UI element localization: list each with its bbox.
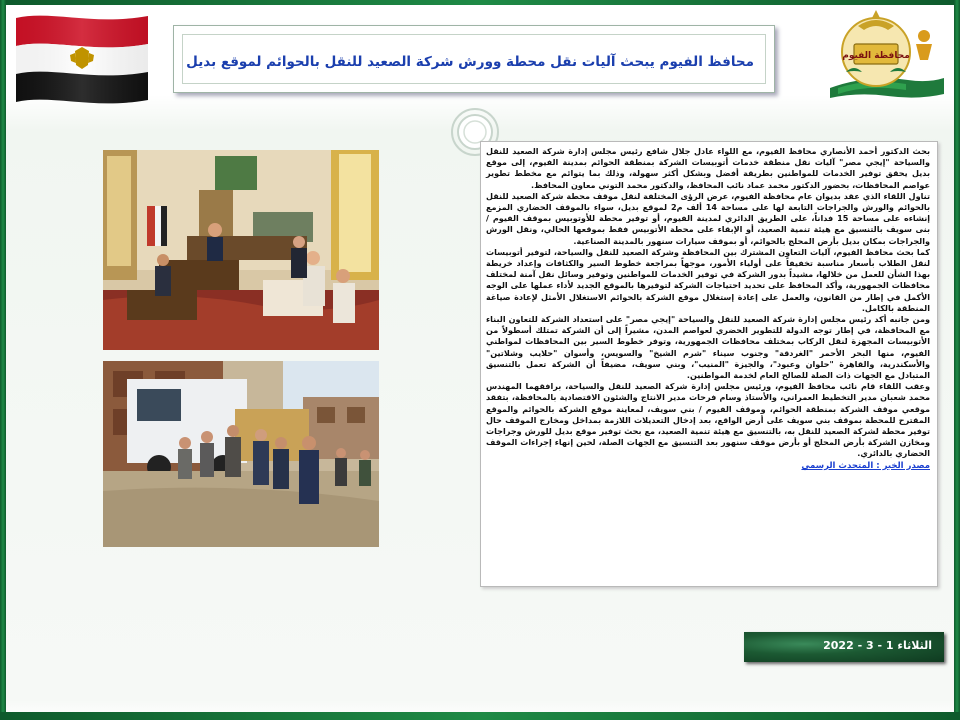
article-paragraph: وعقب اللقاء قام نائب محافظ الفيوم، ورئيس مجلس إدارة شركة الصعيد للنقل والسياحة، برافقهما المهندس محمد شعبان مدير التخطيط العمراني، والأستاذ وسام فرحات مدير الانتاج والشئون الاقتصادية بالمحافظة، بتفقد موقعي موقف الشركة بمنطقة الحوائم، وموقف الفيوم / بني سويف، لمعاينة موقع الشركة بالحوائم والموقع المقترح للمحطة بموقف بني سويف على أرض الواقع، بعد إدخال التعديلات اللازمة بمداخل ومخارج الموقف حال توفير محطة لشركة الصعيد للنقل به، بالتنسيق مع هيئة تنمية الصعيد، مع بحث توفير موقع بديل للورش وجراجات ومخازن الشركة بأرض المحلج أو بأرض موقف سنهور بعد التنسيق مع الجهات الصلة، لحين إنهاء إجراءات الموقف الحضاري بالدائري.	[486, 381, 930, 459]
right-border	[954, 0, 960, 720]
article-paragraph: ومن جانبه أكد رئيس مجلس إدارة شركة الصعيد للنقل والسياحة "إيجي مصر" على استعداد الشركة للتعاون البناء مع المحافظة، في إطار توجه الدولة للتطوير الحضري لعواصم المدن، مشيراً إلى أن الشركة تمتلك أسطولاً من الأتوبيسات المجهزة لنقل الركاب بمختلف محافظات الجمهورية، وتوفر خطوط السير بين المحافظات لمواطني الفيوم، منها البحر الأحمر "الغردقة" وجنوب سيناء "شرم الشيخ" والسويس، وأسوان "حلايب وشلاتين" والأسكندرية، والقاهرة "حلوان وعبود"، والجيزة "المنيب"، وبني سويف، مضيفاً أن الشركة تعمل بالتنسيق المتبادل مع الجهات ذات الصلة للصالح العام لخدمة المواطنين.	[486, 314, 930, 381]
article-body	[486, 146, 930, 460]
headline: محافظ الفيوم يبحث آليات نقل محطة وورش شركة الصعيد للنقل بالحوائم لموقع بديل	[186, 54, 754, 70]
news-source-link[interactable]: مصدر الخبر : المتحدث الرسمي	[801, 460, 930, 471]
left-border	[0, 0, 6, 720]
publication-date: الثلاثاء 1 - 3 - 2022	[823, 639, 932, 652]
headline-box	[173, 25, 775, 93]
article-box	[480, 141, 938, 587]
bottom-border	[0, 712, 960, 720]
article-paragraph: كما بحث محافظ الفيوم، آليات التعاون المشترك بين المحافظة وشركة الصعيد للنقل والسياحة، لتوفير أتوبيسات لنقل الطلاب بأسعار مناسبة تخفيفاً على أولياء الأمور، موجهاً بمراجعة خطوط السير والكثافات وإعداد خريطة بهذا الشأن للعمل من خلالها، مشيداً بدور الشركة في توفير الخدمات للمواطنين وتوفير وسائل نقل آمنة لمختلف محافظات الجمهورية، وأكد المحافظ على تحديد احتياجات الشركة لتوفيرها بالموقع الجديد لأداء عملها على الوجه الأكمل في إطار من القانون، والعمل على إعادة إستغلال موقع الشركة بالحوائم الاستغلال الأمثل لإعادة صياغة المنطقة بالكامل.	[486, 246, 930, 313]
emblem-inscription: محافظة الفيوم	[842, 51, 910, 61]
egypt-flag-icon	[12, 10, 152, 105]
top-border	[0, 0, 960, 5]
article-paragraph: بحث الدكتور أحمد الأنصاري محافظ الفيوم، مع اللواء عادل جلال شافع رئيس مجلس إدارة شركة الصعيد للنقل والسياحة "إيجي مصر" آليات نقل منطقة خدمات أتوبيسات الشركة بمنطقة الحوائم بمدينة الفيوم، إلى موقع بديل يحقق توفير الخدمات للمواطنين بطريقة أفضل وبشكل أكثر سهولة، وذلك بما يتوائم مع مخطط تطوير عواصم المحافظات، بحضور الدكتور محمد عماد نائب المحافظ، والدكتور محمد التوني معاون المحافظ.	[486, 146, 930, 190]
meeting-photo	[103, 150, 379, 350]
site-visit-photo	[103, 361, 379, 547]
date-bar	[744, 632, 944, 662]
article-paragraph: تناول اللقاء الذي عقد بديوان عام محافظة الفيوم، عرض الرؤى المختلفة لنقل موقف محطة شركة الصعيد للنقل بالحوائم والورش والجراجات التابعة لها على مساحة 14 ألف م2 لموقع بديل، سواء بالموقف الحضاري المزمع إنشاءه على مساحة 15 فداناً، على الطريق الدائري لمدينة الفيوم، أو توفير محطة للأوتوبيس بموقف الفيوم / بنى سويف بالتنسيق مع هيئة تنمية الصعيد، أو الإبقاء على محطة الأتوبيس فقط بموقعها الحالي، ونقل الورش والجراجات بمكان بديل بأرض المحلج بالحوائم، أو بموقف سيارات سنهور بالمدينة الصناعية.	[486, 190, 931, 246]
governorate-emblem-icon	[828, 10, 946, 100]
